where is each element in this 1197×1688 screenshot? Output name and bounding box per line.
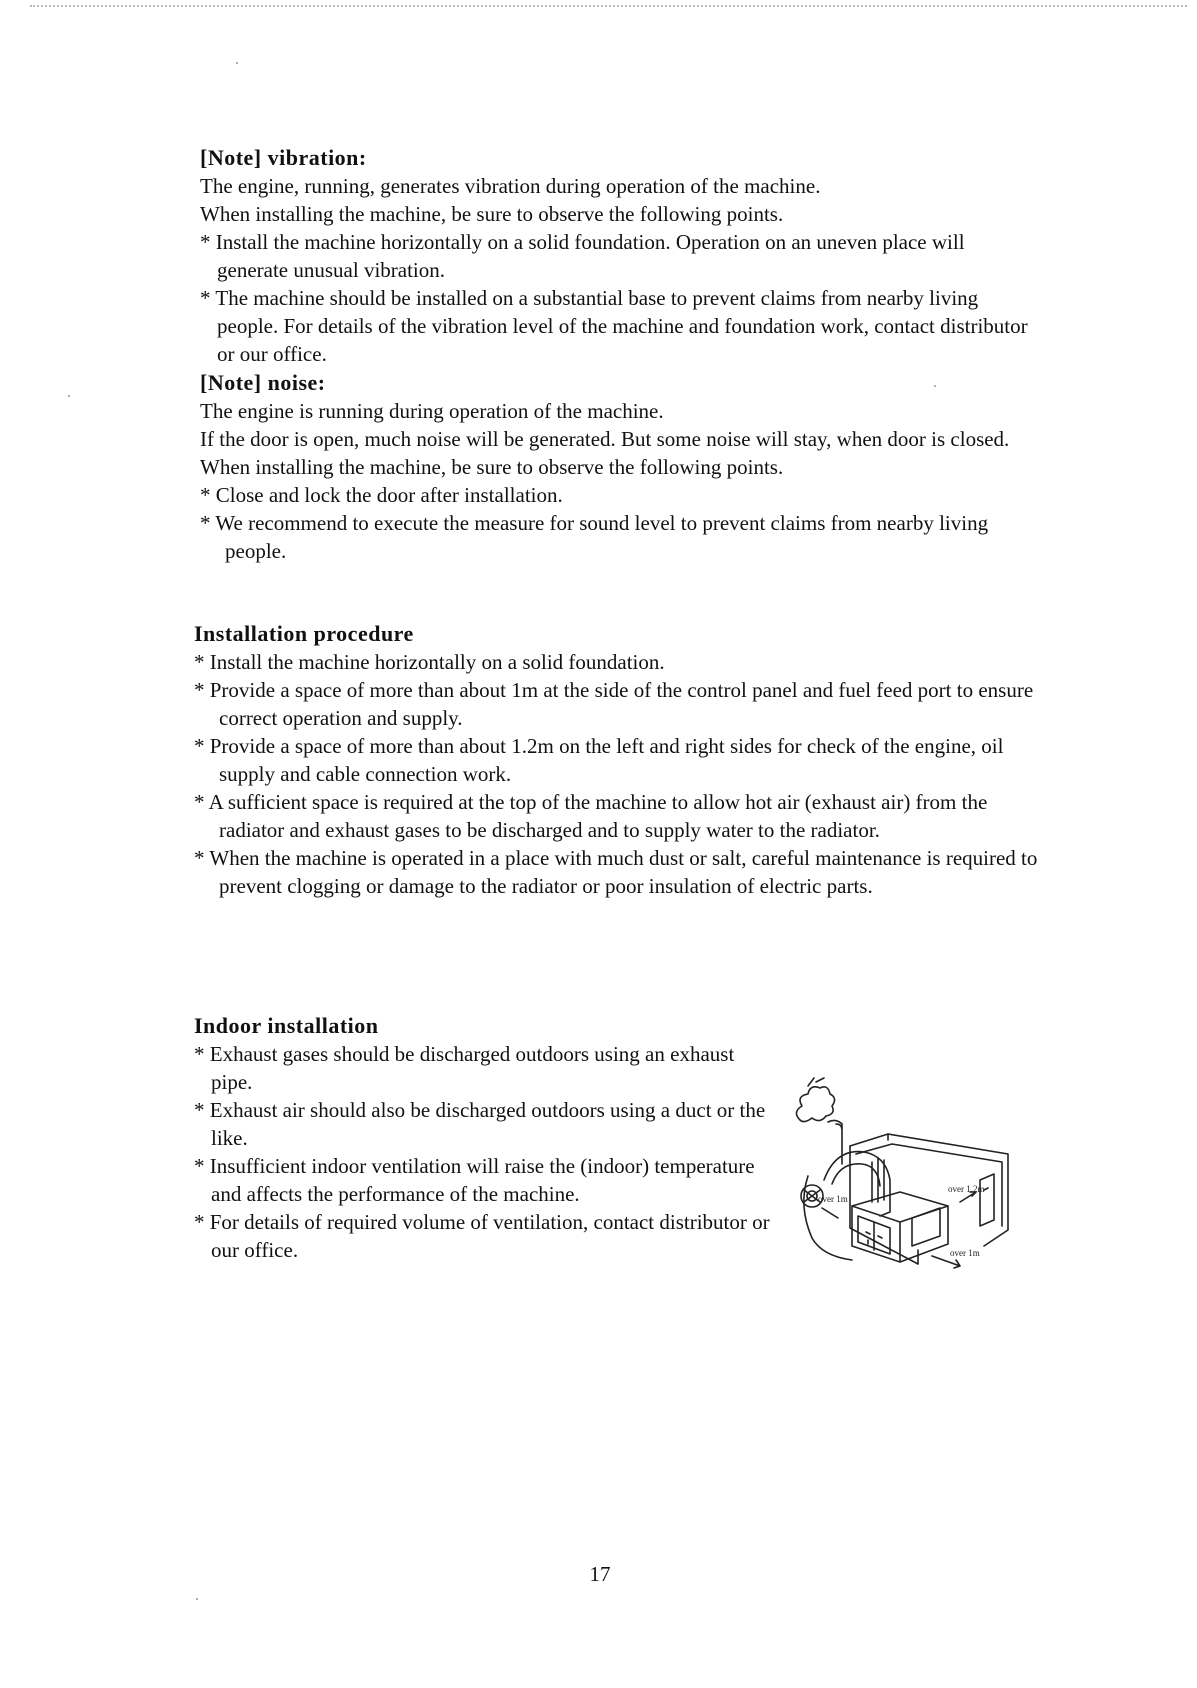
- indoor-item: * Exhaust gases should be discharged outdoors using an exhaust pipe.: [194, 1042, 735, 1094]
- smoke-wisp-icon: [808, 1078, 824, 1086]
- page-number: 17: [589, 1562, 611, 1586]
- installation-item: * Install the machine horizontally on a solid foundation.: [194, 650, 665, 674]
- indoor-heading: Indoor installation: [194, 1013, 379, 1038]
- label-over-1m-front: over 1m: [950, 1248, 980, 1258]
- exhaust-smoke-icon: [796, 1087, 834, 1122]
- noise-heading: [Note] noise:: [200, 370, 326, 395]
- indoor-section: [194, 1012, 774, 1264]
- indoor-item: * Insufficient indoor ventilation will raise the (indoor) temperature and affects the performance of the machine.: [194, 1154, 755, 1206]
- scan-speck: [196, 1598, 198, 1600]
- vibration-line: When installing the machine, be sure to observe the following points.: [200, 202, 784, 226]
- scan-speck: [236, 62, 238, 64]
- label-over-1-2m: over 1.2m: [948, 1184, 985, 1194]
- indoor-item: * For details of required volume of ventilation, contact distributor or our office.: [194, 1210, 770, 1262]
- room-door-icon: [980, 1174, 994, 1226]
- side-door-icon: [912, 1208, 940, 1246]
- vibration-item: * The machine should be installed on a substantial base to prevent claims from nearby living people. For details of the vibration level of the machine and foundation work, contact distributor or our office.: [200, 286, 1028, 366]
- noise-item: * We recommend to execute the measure for sound level to prevent claims from nearby living people.: [200, 511, 989, 563]
- label-over-1m-left: over 1m: [818, 1194, 848, 1204]
- vibration-line: The engine, running, generates vibration during operation of the machine.: [200, 174, 821, 198]
- indoor-item: * Exhaust air should also be discharged outdoors using a duct or the like.: [194, 1098, 766, 1150]
- installation-item: * A sufficient space is required at the top of the machine to allow hot air (exhaust air) from the radiator and exhaust gases to be discharged and to supply water to the radiator.: [194, 790, 988, 842]
- vibration-heading: [Note] vibration:: [200, 145, 367, 170]
- scan-edge-noise: [30, 5, 1187, 13]
- installation-heading: Installation procedure: [194, 621, 414, 646]
- room-floor-edge: [804, 1176, 852, 1260]
- noise-line: When installing the machine, be sure to observe the following points.: [200, 455, 784, 479]
- installation-item: * Provide a space of more than about 1.2m on the left and right sides for check of the engine, oil supply and cable connection work.: [194, 734, 1004, 786]
- vibration-item: * Install the machine horizontally on a solid foundation. Operation on an uneven place will generate unusual vibration.: [200, 230, 965, 282]
- indoor-installation-figure: [788, 1050, 1028, 1270]
- scan-speck: [68, 395, 70, 397]
- noise-item: * Close and lock the door after installation.: [200, 483, 563, 507]
- generator-box-edges: [852, 1206, 948, 1262]
- installation-item: * When the machine is operated in a place with much dust or salt, careful maintenance is required to prevent clogging or damage to the radiator or poor insulation of electric parts.: [194, 846, 1038, 898]
- vibration-section: [200, 144, 1040, 368]
- installation-section: [194, 620, 1044, 900]
- door-handle-icon: [984, 1188, 988, 1190]
- noise-line: If the door is open, much noise will be generated. But some noise will stay, when door is closed.: [200, 427, 1010, 451]
- noise-section: [200, 369, 1040, 565]
- duct-ribs-icon: [872, 1158, 884, 1202]
- installation-item: * Provide a space of more than about 1m at the side of the control panel and fuel feed port to ensure correct operation and supply.: [194, 678, 1034, 730]
- arrow-left-icon: [822, 1208, 838, 1218]
- noise-line: The engine is running during operation of the machine.: [200, 399, 664, 423]
